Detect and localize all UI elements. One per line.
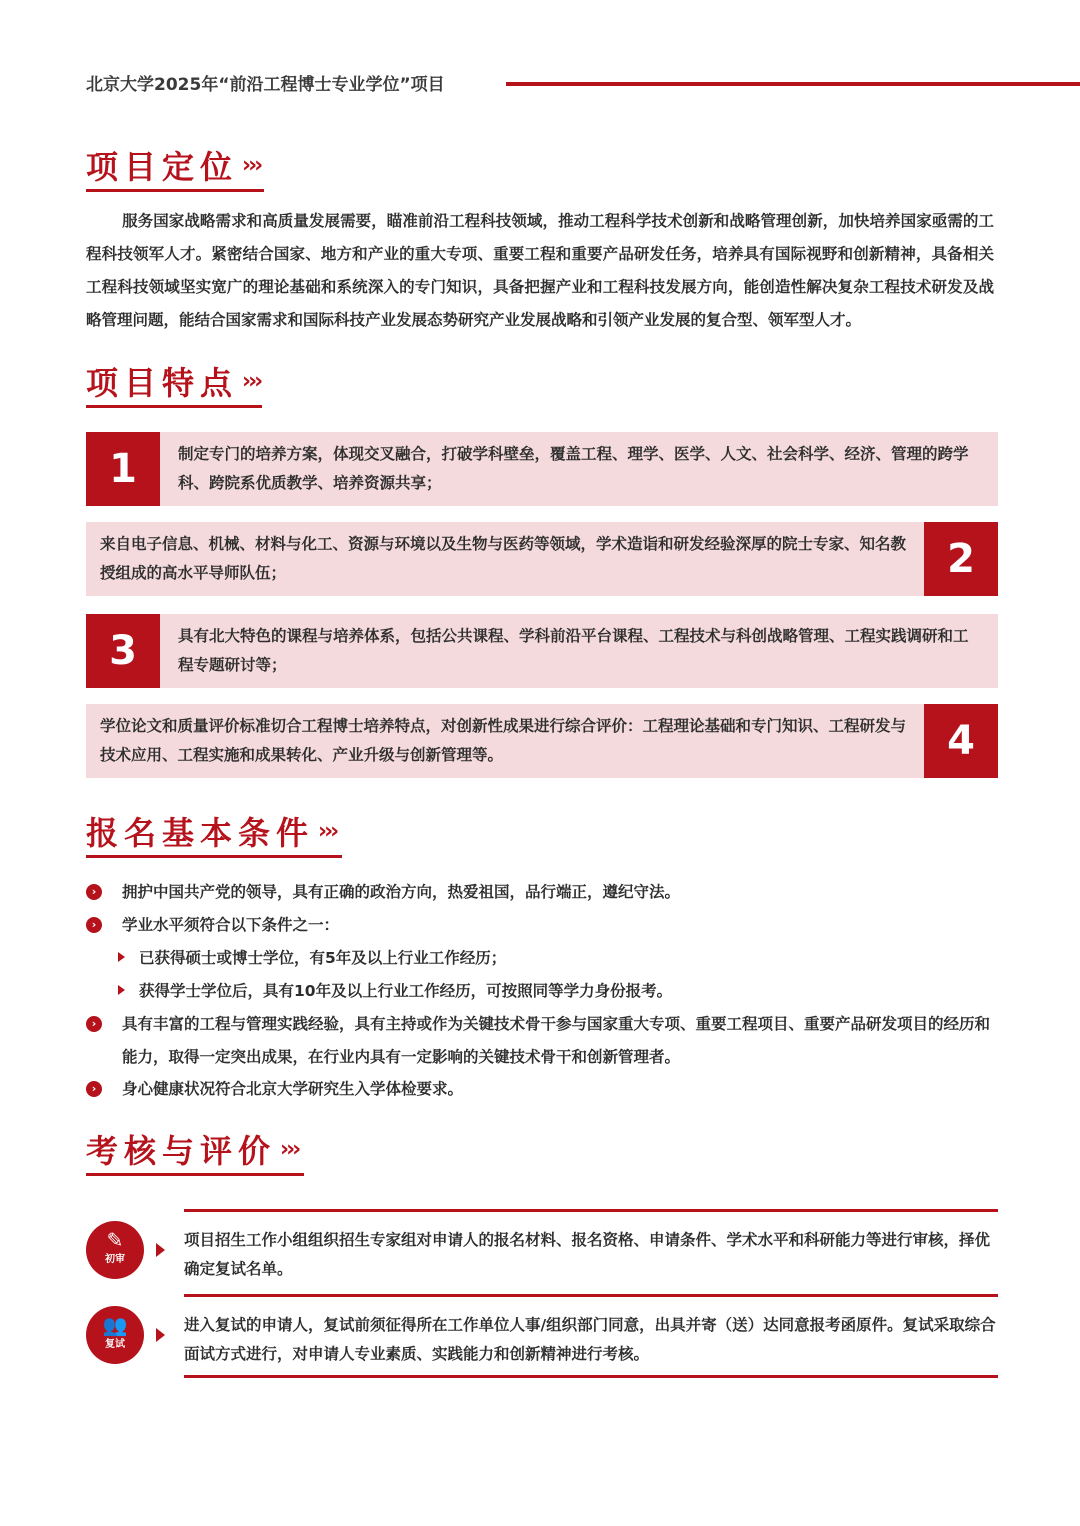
section-underline <box>86 405 262 408</box>
triangle-bullet-icon <box>118 985 125 995</box>
feature-number: 1 <box>86 432 160 506</box>
circle-arrow-icon: › <box>86 1016 102 1032</box>
section-title-text: 项目定位 <box>86 148 239 186</box>
section-title-requirements <box>86 808 336 858</box>
requirement-item-4 <box>86 1073 996 1106</box>
sub-item-text: 已获得硕士或博士学位，有5年及以上行业工作经历； <box>139 949 507 967</box>
feature-item-2 <box>86 522 998 596</box>
feature-text: 制定专门的培养方案，体现交叉融合，打破学科壁垒，覆盖工程、理学、医学、人文、社会科学、经济、管理的跨学科、跨院系优质教学、培养资源共享； <box>178 445 969 492</box>
header-title: 北京大学2025年“前沿工程博士专业学位”项目 <box>86 75 445 95</box>
assessment-label: 复试 <box>105 1339 125 1350</box>
positioning-text: 服务国家战略需求和高质量发展需要，瞄准前沿工程科技领域，推动工程科学技术创新和战略管理创新，加快培养国家亟需的工程科技领军人才。紧密结合国家、地方和产业的重大专项、重要工程和重要产品研发任务，培养具有国际视野和创新精神，具备相关工程科技领域坚实宽广的理论基础和系统深入的专门知识，具备把握产业和工程科技发展方向，能创造性解决复杂工程技术研发及战略管理问题，能结合国家需求和国际科技产业发展态势研究产业发展战略和引领产业发展的复合型、领军型人才。 <box>86 212 994 329</box>
feature-number: 3 <box>86 614 160 688</box>
triangle-bullet-icon <box>118 952 125 962</box>
feature-number: 2 <box>924 522 998 596</box>
requirement-item-1 <box>86 876 996 909</box>
assessment-text: 项目招生工作小组组织招生专家组对申请人的报名材料、报名资格、申请条件、学术水平和科研能力等进行审核，择优确定复试名单。 <box>184 1231 991 1278</box>
chevron-icon: ››› <box>318 819 337 844</box>
chevron-icon: ››› <box>280 1137 299 1162</box>
interview-group-icon: 👥 复试 <box>86 1306 144 1364</box>
section-title-text: 考核与评价 <box>86 1132 277 1170</box>
assessment-item-preliminary <box>86 1209 998 1293</box>
feature-text: 来自电子信息、机械、材料与化工、资源与环境以及生物与医药等领域，学术造诣和研发经验深厚的院士专家、知名教授组成的高水平导师队伍； <box>100 535 907 582</box>
feature-item-1 <box>86 432 998 506</box>
requirement-text: 具有丰富的工程与管理实践经验，具有主持或作为关键技术骨干参与国家重大专项、重要工程项目、重要产品研发项目的经历和能力，取得一定突出成果，在行业内具有一定影响的关键技术骨干和创新管理者。 <box>122 1015 991 1066</box>
section-underline <box>86 855 342 858</box>
assessment-item-retest <box>86 1294 998 1378</box>
assessment-label: 初审 <box>105 1254 125 1265</box>
feature-number: 4 <box>924 704 998 778</box>
requirement-item-2 <box>86 909 996 942</box>
positioning-paragraph <box>86 205 994 337</box>
requirement-item-3 <box>86 1008 996 1074</box>
feature-item-3 <box>86 614 998 688</box>
feature-item-4 <box>86 704 998 778</box>
page-header <box>86 68 1080 98</box>
section-underline <box>86 189 264 192</box>
section-title-positioning <box>86 142 260 192</box>
circle-arrow-icon: › <box>86 917 102 933</box>
chevron-icon: ››› <box>242 369 261 394</box>
assessment-text: 进入复试的申请人，复试前须征得所在工作单位人事/组织部门同意，出具并寄（送）达同意报考函原件。复试采取综合面试方式进行，对申请人专业素质、实践能力和创新精神进行考核。 <box>184 1316 996 1363</box>
chevron-icon: ››› <box>242 153 261 178</box>
requirement-text: 身心健康状况符合北京大学研究生入学体检要求。 <box>122 1080 464 1098</box>
arrow-right-icon <box>156 1328 165 1342</box>
requirement-sub-item-2 <box>118 975 672 1008</box>
header-rule <box>506 82 1080 86</box>
feature-text: 学位论文和质量评价标准切合工程博士培养特点，对创新性成果进行综合评价：工程理论基础和专门知识、工程研发与技术应用、工程实施和成果转化、产业升级与创新管理等。 <box>100 717 907 764</box>
circle-arrow-icon: › <box>86 1081 102 1097</box>
sub-item-text: 获得学士学位后，具有10年及以上行业工作经历，可按照同等学力身份报考。 <box>139 982 673 1000</box>
requirement-sub-item-1 <box>118 942 506 975</box>
requirement-text: 拥护中国共产党的领导，具有正确的政治方向，热爱祖国，品行端正，遵纪守法。 <box>122 883 681 901</box>
section-title-features <box>86 358 260 408</box>
section-underline <box>86 1173 304 1176</box>
requirement-text: 学业水平须符合以下条件之一： <box>122 916 340 934</box>
section-title-text: 报名基本条件 <box>86 814 315 852</box>
assessment-box <box>184 1209 998 1293</box>
assessment-box <box>184 1294 998 1378</box>
document-review-icon: ✎ 初审 <box>86 1221 144 1279</box>
arrow-right-icon <box>156 1243 165 1257</box>
section-title-assessment <box>86 1126 298 1176</box>
section-title-text: 项目特点 <box>86 364 239 402</box>
feature-text: 具有北大特色的课程与培养体系，包括公共课程、学科前沿平台课程、工程技术与科创战略管理、工程实践调研和工程专题研讨等； <box>178 627 969 674</box>
circle-arrow-icon: › <box>86 884 102 900</box>
